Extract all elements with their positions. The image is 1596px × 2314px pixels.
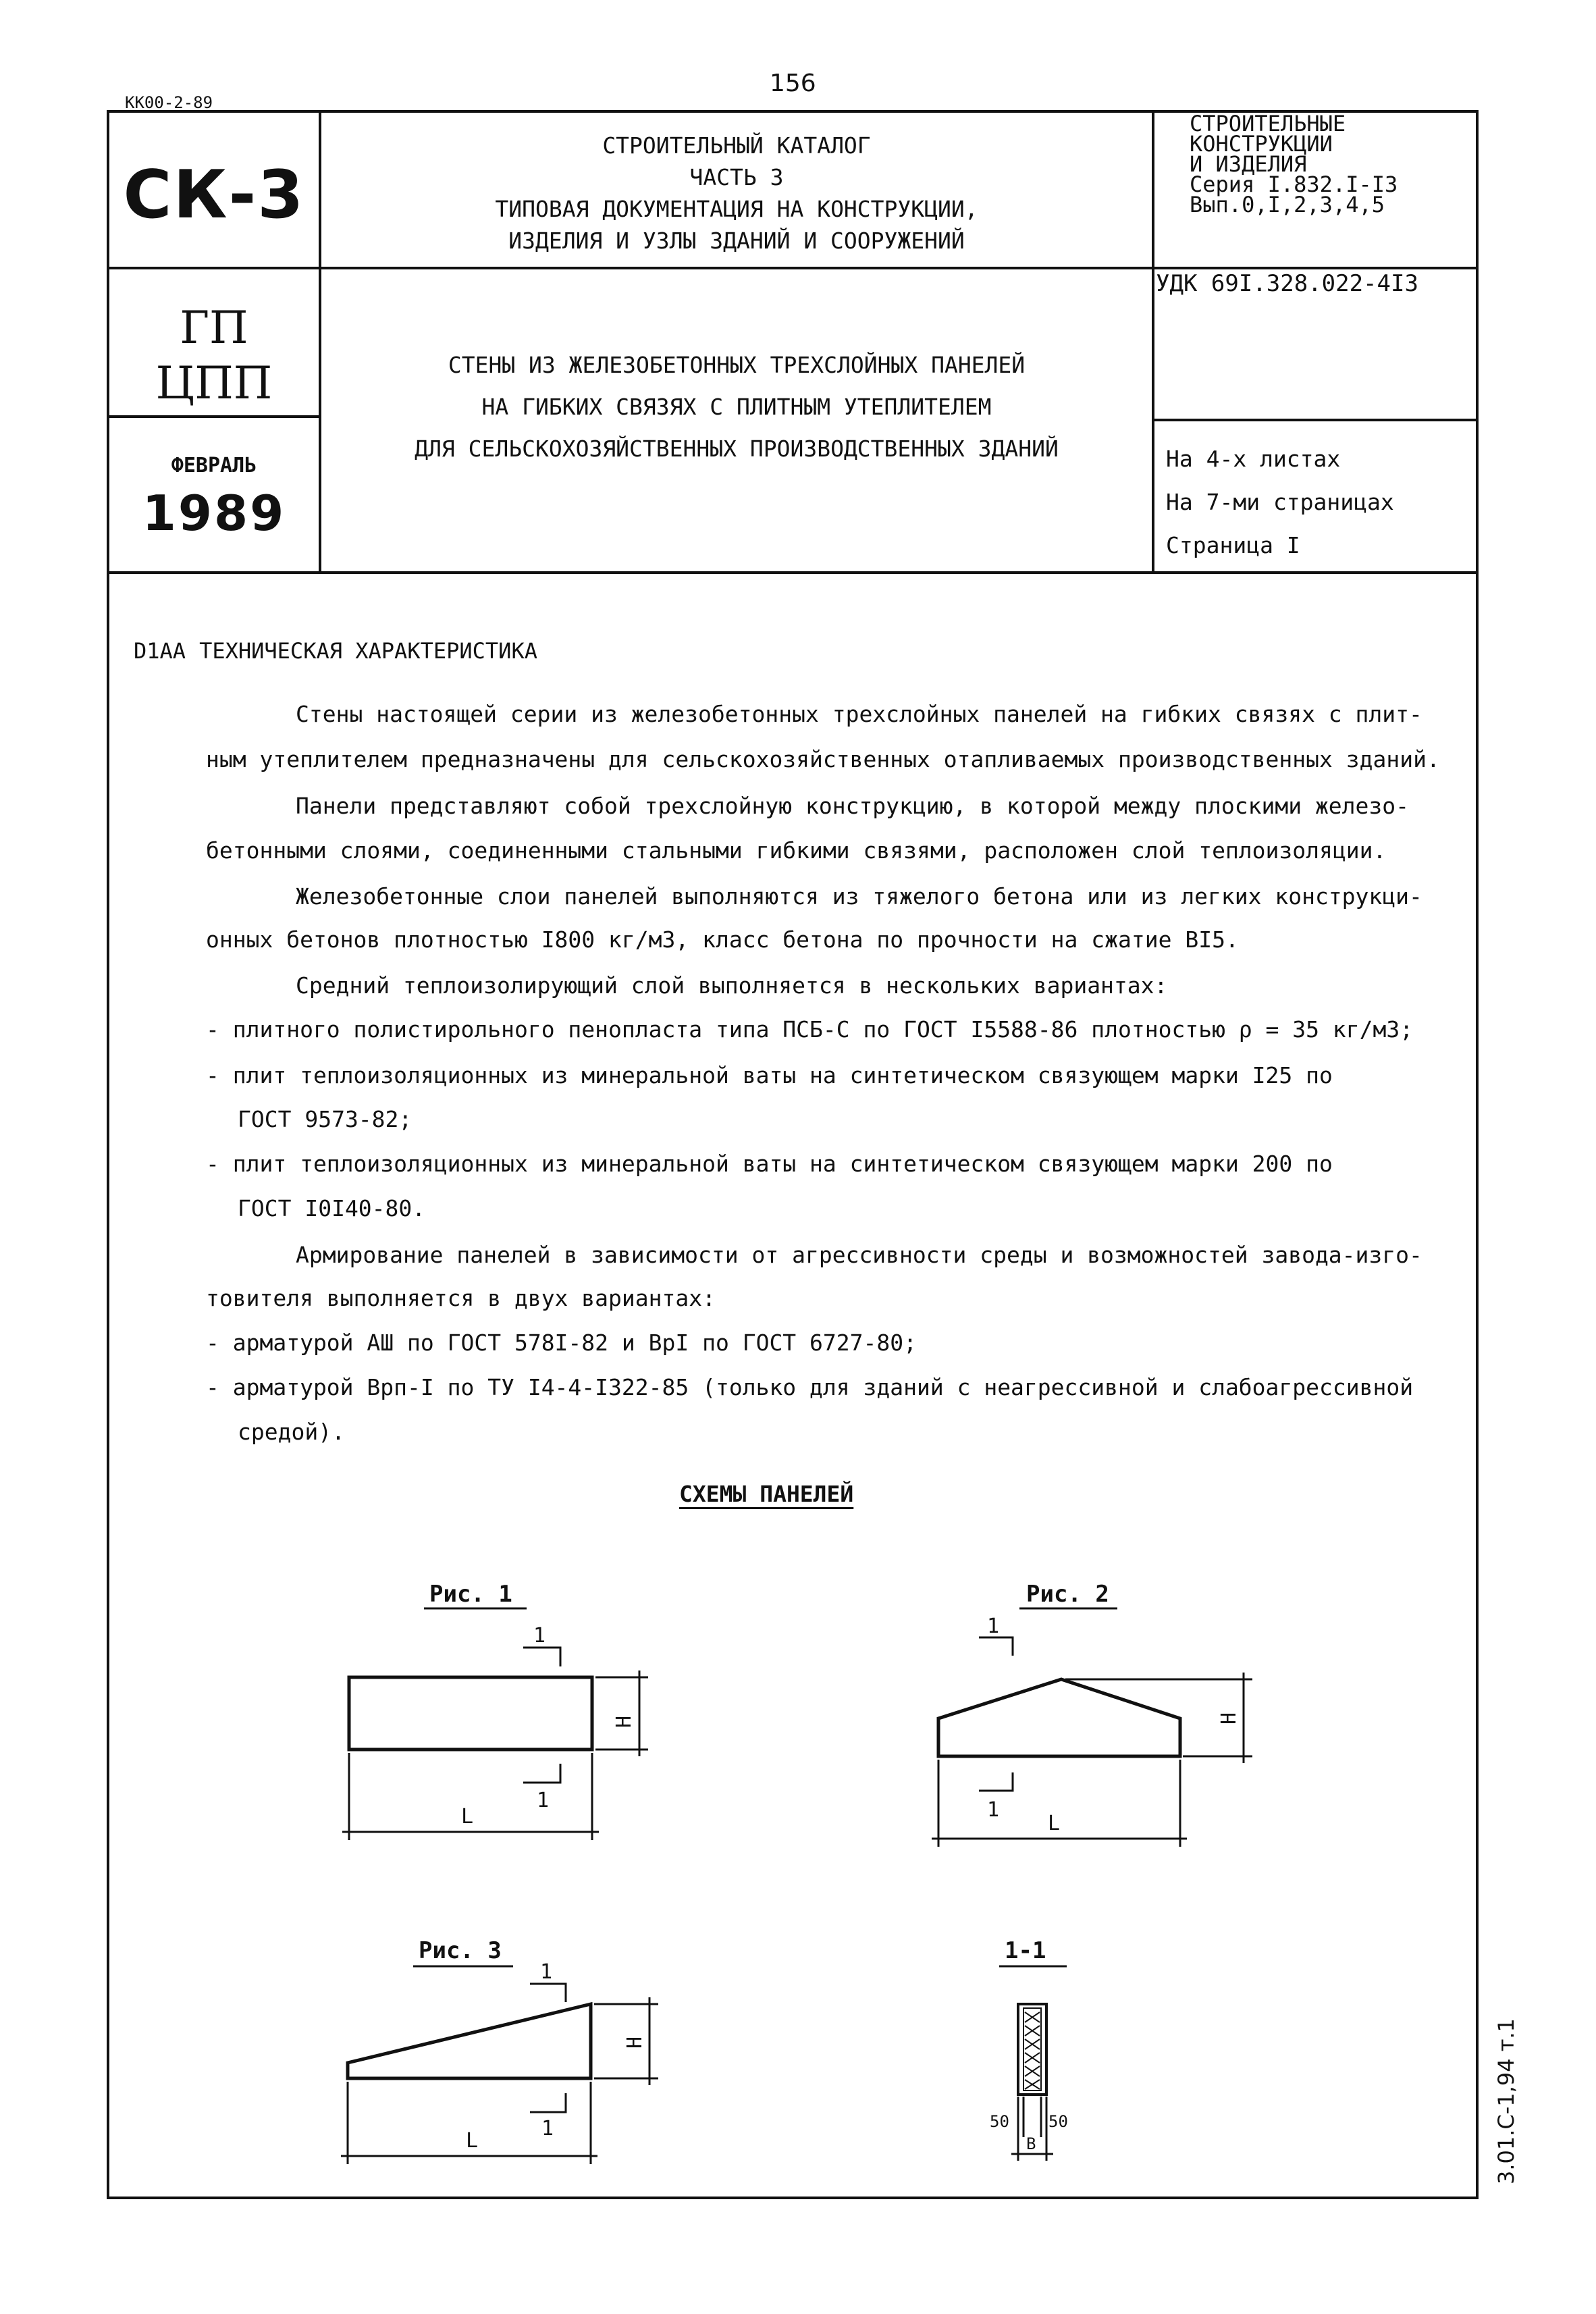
bullet-5-line-1: - арматурой Врп-I по ТУ I4-4-I322-85 (только для зданий с неагрессивной и слабоагрессивной [206, 1374, 1414, 1400]
catalog-code: СК-3 [123, 157, 305, 234]
section-line: СТРОИТЕЛЬНЫЕ [1190, 111, 1346, 136]
fig1-cut-mark-top [523, 1648, 560, 1666]
paragraph-5-line-2: товителя выполняется в двух вариантах: [206, 1285, 716, 1311]
paragraph-4: Средний теплоизолирующий слой выполняется в нескольких вариантах: [296, 972, 1168, 999]
fig3-panel-outline [348, 2004, 591, 2078]
fig1-title: Рис. 1 [429, 1581, 512, 1608]
sheets-count: На 4-х листах [1166, 446, 1341, 472]
schemes-heading: СХЕМЫ ПАНЕЛЕЙ [679, 1481, 854, 1507]
bullet-3-line-2: ГОСТ I0I40-80. [238, 1195, 426, 1221]
bullet-4: - арматурой АШ по ГОСТ 578I-82 и BpI по ГОСТ 6727-80; [206, 1330, 917, 1356]
paragraph-2-line-2: бетонными слоями, соединенными стальными гибкими связями, расположен слой теплоизоляции. [206, 837, 1387, 864]
paragraph-2-line-1: Панели представляют собой трехслойную конструкцию, в которой между плоскими железо- [296, 793, 1410, 819]
bullet-2-line-1: - плит теплоизоляционных из минеральной ваты на синтетическом связующем марки I25 по [206, 1062, 1333, 1088]
fig1-cut-mark-bottom [523, 1764, 560, 1783]
corner-code: КК00-2-89 [125, 93, 213, 112]
release-month: ФЕВРАЛЬ [171, 454, 257, 477]
fig3-length-label: L [466, 2129, 479, 2153]
fig1-height-label: H [612, 1715, 636, 1729]
paragraph-1-line-1: Стены настоящей серии из железобетонных трехслойных панелей на гибких связях с плит- [296, 701, 1422, 727]
section-line: И ИЗДЕЛИЯ [1190, 151, 1307, 177]
fig3-cut-label-bottom: 1 [541, 2117, 554, 2140]
pages-count: На 7-ми страницах [1166, 489, 1394, 515]
section-code: D1AA [134, 638, 186, 664]
paragraph-3-line-1: Железобетонные слои панелей выполняются из тяжелого бетона или из легких конструкци- [296, 883, 1422, 910]
fig1-panel-outline [349, 1677, 592, 1750]
section-insulation-hatch [1025, 2012, 1040, 2089]
issue-line: Вып.0,I,2,3,4,5 [1190, 192, 1385, 217]
paragraph-3-line-2: онных бетонов плотностью I800 кг/м3, класс бетона по прочности на сжатие BI5. [206, 926, 1239, 953]
catalog-line: СТРОИТЕЛЬНЫЙ КАТАЛОГ [602, 132, 871, 159]
page-number: 156 [770, 70, 816, 97]
fig2-title: Рис. 2 [1026, 1581, 1109, 1608]
fig2-cut-label-bottom: 1 [987, 1798, 1000, 1822]
paragraph-1-line-2: ным утеплителем предназначены для сельскохозяйственных отапливаемых производственных зданий. [206, 746, 1440, 772]
bullet-2-line-2: ГОСТ 9573-82; [238, 1106, 413, 1132]
catalog-line: ТИПОВАЯ ДОКУМЕНТАЦИЯ НА КОНСТРУКЦИИ, [495, 196, 978, 222]
section-width-label: B [1026, 2134, 1036, 2153]
fig2-length-label: L [1048, 1812, 1061, 1835]
fig2-cut-mark-top [979, 1637, 1013, 1656]
fig2-cut-label-top: 1 [987, 1614, 1000, 1638]
fig2-panel-outline [938, 1679, 1180, 1756]
fig1-cut-label-top: 1 [533, 1624, 546, 1648]
side-stamp: 3.01.С-1,94 т.1 [1493, 2018, 1519, 2184]
fig2-height-label: H [1217, 1712, 1241, 1725]
title-line: СТЕНЫ ИЗ ЖЕЛЕЗОБЕТОННЫХ ТРЕХСЛОЙНЫХ ПАНЕЛЕЙ [448, 352, 1026, 378]
bullet-3-line-1: - плит теплоизоляционных из минеральной ваты на синтетическом связующем марки 200 по [206, 1151, 1333, 1177]
title-line: НА ГИБКИХ СВЯЗЯХ С ПЛИТНЫМ УТЕПЛИТЕЛЕМ [481, 394, 992, 420]
udk-code: УДК 69I.328.022-4I3 [1156, 270, 1418, 297]
fig3-cut-label-top: 1 [540, 1960, 553, 1984]
title-line: ДЛЯ СЕЛЬСКОХОЗЯЙСТВЕННЫХ ПРОИЗВОДСТВЕННЫХ ЗДАНИЙ [415, 436, 1059, 462]
section-title: ТЕХНИЧЕСКАЯ ХАРАКТЕРИСТИКА [199, 638, 537, 664]
section-insulation-layer [1023, 2008, 1041, 2091]
page-label: Страница I [1166, 532, 1300, 558]
paragraph-5-line-1: Армирование панелей в зависимости от агрессивности среды и возможностей завода-изго- [296, 1242, 1422, 1268]
fig3-title: Рис. 3 [419, 1937, 502, 1964]
series-line: Серия I.832.I-I3 [1190, 172, 1398, 197]
section-line: КОНСТРУКЦИИ [1190, 131, 1333, 157]
fig3-cut-mark-bottom [530, 2093, 566, 2112]
org-line: ЦПП [155, 357, 273, 409]
fig1-cut-label-bottom: 1 [537, 1789, 550, 1812]
fig2-cut-mark-bottom [979, 1772, 1013, 1791]
bullet-5-line-2: средой). [238, 1419, 345, 1445]
fig3-cut-mark-top [530, 1984, 566, 2002]
fig3-height-label: H [623, 2036, 647, 2049]
section-title: 1-1 [1005, 1937, 1046, 1964]
bullet-1: - плитного полистирольного пенопласта типа ПСБ-С по ГОСТ I5588-86 плотностью ρ = 35 кг/м3; [206, 1016, 1414, 1043]
fig1-length-label: L [461, 1805, 474, 1829]
section-layer-right-label: 50 [1048, 2112, 1068, 2131]
release-year: 1989 [142, 485, 286, 542]
org-line: ГП [180, 302, 248, 354]
catalog-line: ЧАСТЬ 3 [689, 164, 784, 190]
catalog-line: ИЗДЕЛИЯ И УЗЛЫ ЗДАНИЙ И СООРУЖЕНИЙ [508, 228, 965, 254]
section-layer-left-label: 50 [990, 2112, 1009, 2131]
